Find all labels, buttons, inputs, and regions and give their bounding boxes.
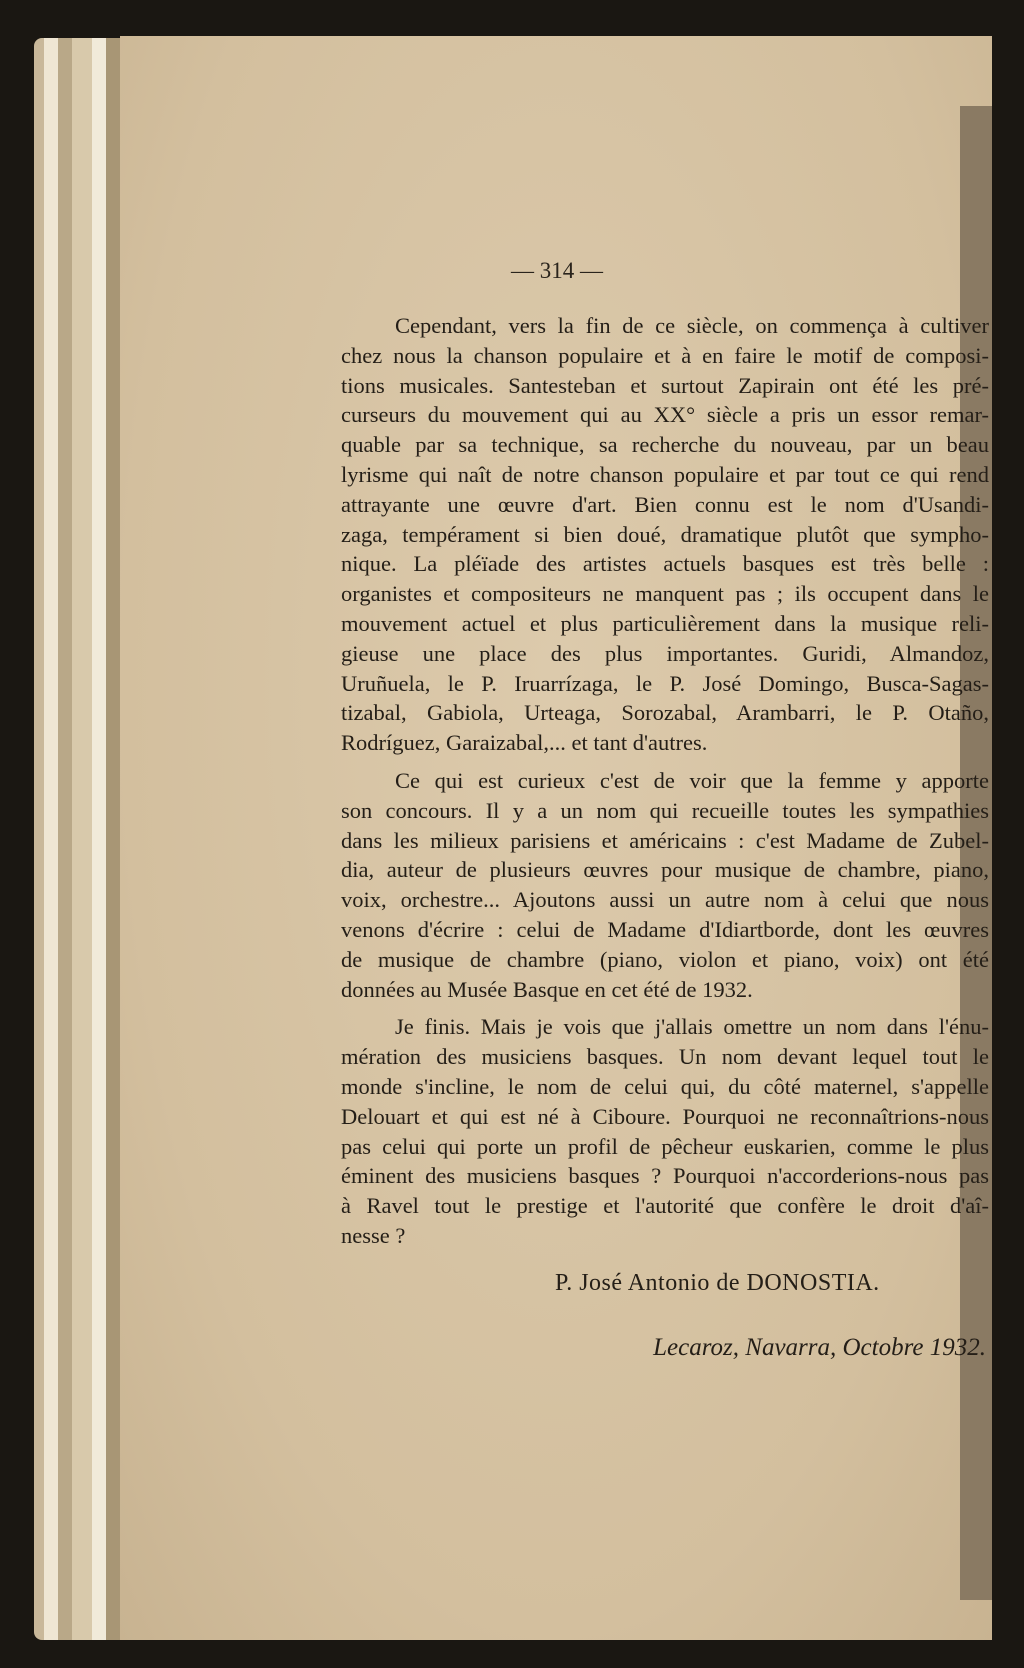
text-line: nique. La pléïade des artistes actuels basques est très belle : [341,551,989,577]
text-line: nesse ? [341,1222,406,1248]
text-line: Cependant, vers la fin de ce siècle, on commença à cultiver [395,313,989,338]
text-line: de musique de chambre (piano, violon et piano, voix) ont été [341,946,989,972]
signature: P. José Antonio de DONOSTIA. [555,1270,880,1296]
text-line: voix, orchestre... Ajoutons aussi un autre nom à celui que nous [341,887,989,913]
text-line: monde s'incline, le nom de celui qui, du côté maternel, s'appelle [341,1073,989,1099]
text-line: mération des musiciens basques. Un nom devant lequel tout le [341,1044,989,1070]
text-line: quable par sa technique, sa recherche du nouveau, par un beau [341,432,989,458]
text-line: son concours. Il y a un nom qui recueille toutes les sympathies [341,797,989,823]
text-line: mouvement actuel et plus particulièrement dans la musique reli- [341,610,989,636]
text-line: Ce qui est curieux c'est de voir que la femme y apporte [395,767,989,793]
paragraph [341,311,989,758]
text-line: éminent des musiciens basques ? Pourquoi n'accorderions-nous pas [341,1163,989,1189]
text-line: lyrisme qui naît de notre chanson populaire et par tout ce qui rend [341,461,989,487]
text-line: à Ravel tout le prestige et l'autorité que confère le droit d'aî- [341,1193,989,1219]
text-line: Rodríguez, Garaizabal,... et tant d'autres. [341,730,708,756]
text-line: venons d'écrire : celui de Madame d'Idiartborde, dont les œuvres [341,916,989,942]
text-line: chez nous la chanson populaire et à en faire le motif de composi- [341,342,989,368]
text-line: Uruñuela, le P. Iruarrízaga, le P. José Domingo, Busca-Sagas- [341,670,989,696]
paragraph [341,766,989,1004]
text-line: dia, auteur de plusieurs œuvres pour musique de chambre, piano, [341,857,989,883]
paragraph [341,1012,989,1250]
text-line: zaga, tempérament si bien doué, dramatique plutôt que sympho- [341,521,989,547]
text-line: gieuse une place des plus importantes. Guridi, Almandoz, [341,640,989,666]
place-date: Lecaroz, Navarra, Octobre 1932. [653,1334,986,1361]
text-line: données au Musée Basque en cet été de 1932. [341,976,753,1002]
text-line: tions musicales. Santesteban et surtout Zapirain ont été les pré- [341,372,989,398]
text-line: Je finis. Mais je vois que j'allais omettre un nom dans l'énu- [395,1014,989,1040]
text-line: Delouart et qui est né à Ciboure. Pourquoi ne reconnaîtrions-nous [341,1103,989,1129]
text-line: tizabal, Gabiola, Urteaga, Sorozabal, Arambarri, le P. Otaño, [341,700,989,726]
text-line: attrayante une œuvre d'art. Bien connu est le nom d'Usandi- [341,491,989,517]
text-line: pas celui qui porte un profil de pêcheur euskarien, comme le plus [341,1133,989,1159]
page-number: — 314 — [511,258,603,283]
body-text [341,311,989,1259]
text-line: curseurs du mouvement qui au XX° siècle a pris un essor remar- [341,402,989,428]
text-line: dans les milieux parisiens et américains : c'est Madame de Zubel- [341,827,989,853]
text-line: organistes et compositeurs ne manquent pas ; ils occupent dans le [341,581,989,607]
